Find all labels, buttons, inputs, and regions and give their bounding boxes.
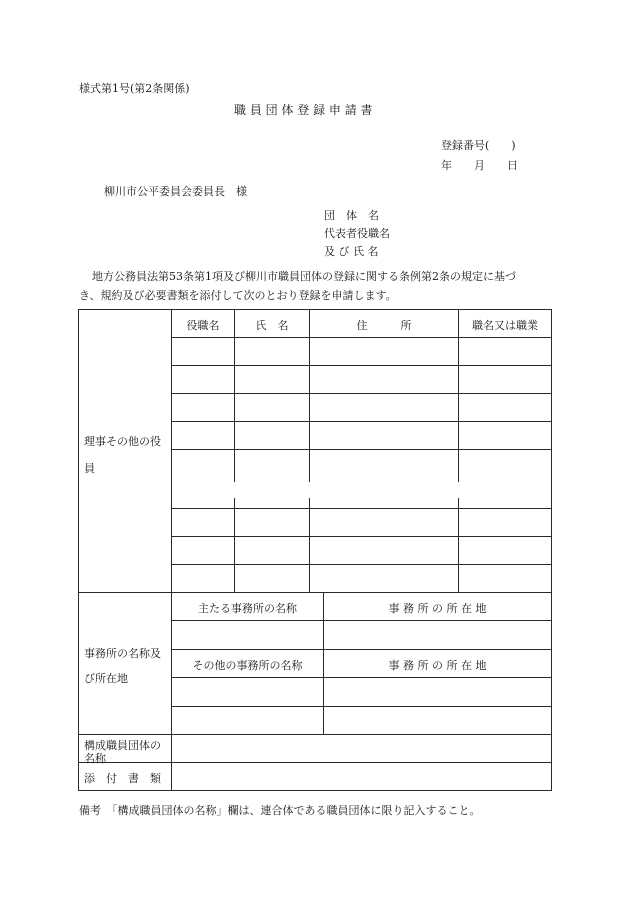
remarks: 備考 「構成職員団体の名称」欄は、連合体である職員団体に限り記入すること。 xyxy=(79,804,481,817)
other-office-name-header: その他の事務所の名称 xyxy=(192,659,303,672)
main-office-location-header: 事 務 所 の 所 在 地 xyxy=(388,602,487,615)
org-name-label: 団 体 名 xyxy=(324,209,379,222)
date-line: 年 月 日 xyxy=(441,159,518,172)
table-break-mark-2 xyxy=(172,494,552,498)
header-position: 役職名 xyxy=(186,319,220,332)
rep-name-label: 及 び 氏 名 xyxy=(324,245,379,258)
main-office-name-header: 主たる事務所の名称 xyxy=(198,602,297,615)
registration-number: 登録番号( ) xyxy=(441,139,516,152)
attachments-label: 添 付 書 類 xyxy=(84,772,161,785)
form-title: 職 員 団 体 登 録 申 請 書 xyxy=(234,103,373,117)
header-occupation: 職名又は職業 xyxy=(472,319,538,332)
officers-row-label-1: 理事その他の役 xyxy=(84,435,161,448)
header-address: 住 所 xyxy=(356,319,412,332)
form-number: 様式第1号(第2条関係) xyxy=(79,82,190,95)
constituent-label-2: 名称 xyxy=(84,752,106,765)
office-row-label-2: び所在地 xyxy=(84,672,128,685)
table-break-mark xyxy=(172,481,552,485)
rep-title-label: 代表者役職名 xyxy=(324,227,390,240)
constituent-label-1: 構成職員団体の xyxy=(84,739,161,752)
header-name: 氏 名 xyxy=(255,319,289,332)
body-text-line-2: き、規約及び必要書類を添付して次のとおり登録を申請します。 xyxy=(79,289,397,302)
addressee: 柳川市公平委員会委員長 様 xyxy=(104,185,247,198)
officers-row-label-2: 員 xyxy=(84,462,95,475)
body-text-line-1: 地方公務員法第53条第1項及び柳川市職員団体の登録に関する条例第2条の規定に基づ xyxy=(92,270,516,283)
office-row-label-1: 事務所の名称及 xyxy=(84,647,161,660)
other-office-location-header: 事 務 所 の 所 在 地 xyxy=(388,659,487,672)
